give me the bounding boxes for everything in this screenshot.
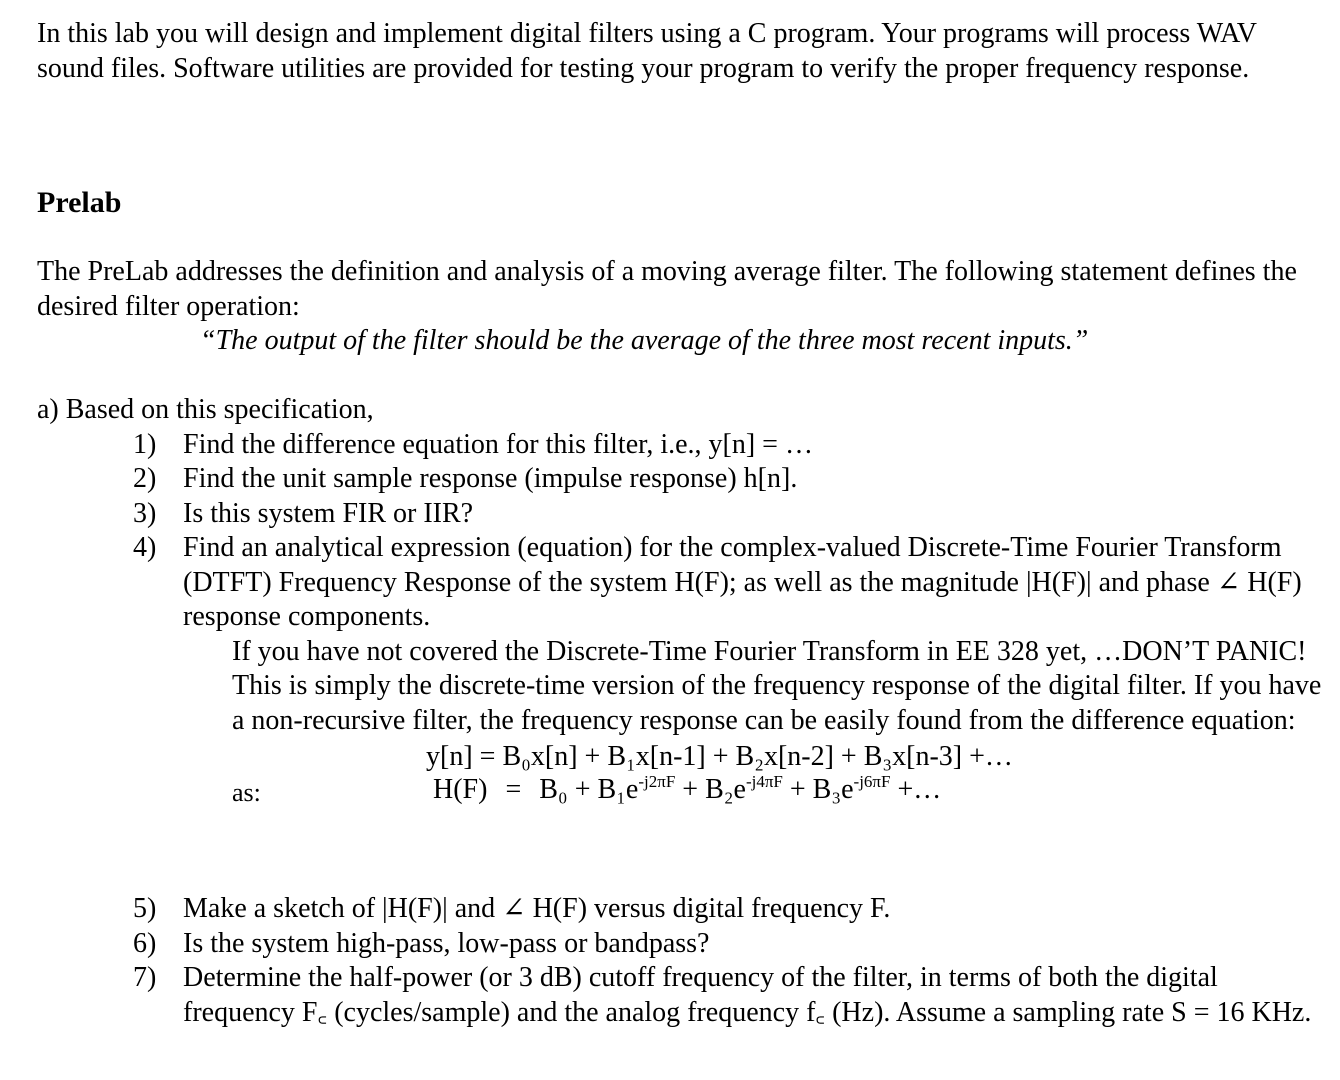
list-item: [37, 428, 1322, 463]
eq-term-3: B₃e: [812, 774, 854, 805]
item-text: Determine the half-power (or 3 dB) cutoff frequency of the filter, in terms of both the digital frequency F꜀ (cycles/sample) and the analog frequency f꜀ (Hz). Assume a sampling rate S = 16 KHz.: [183, 962, 1312, 1028]
item-text: Is the system high-pass, low-pass or bandpass?: [183, 927, 710, 959]
item-text: Is this system FIR or IIR?: [183, 497, 474, 529]
item-text: Make a sketch of |H(F)| and ∠ H(F) versus digital frequency F.: [183, 893, 891, 924]
eq-equals: =: [505, 774, 522, 805]
filter-spec-quote: “The output of the filter should be the average of the three most recent inputs.”: [200, 325, 1089, 356]
item-number: 1): [133, 428, 157, 460]
item-text: Find the unit sample response (impulse response) h[n].: [183, 463, 798, 494]
eq-lhs: H(F): [433, 774, 488, 805]
prelab-description: The PreLab addresses the definition and analysis of a moving average filter. The following statement defines the desired filter operation:: [37, 256, 1297, 322]
list-item: [37, 531, 1322, 635]
part-a-lead: a) Based on this specification,: [37, 394, 374, 425]
item-text: Find an analytical expression (equation) for the complex-valued Discrete-Time Fourier Transform (DTFT) Frequency Response of the system H(F); as well as the magnitude |H(F)| and phase ∠ H(F) response components.: [183, 532, 1302, 632]
frequency-response-equation: $H(F) = B_0 + B_1e^{-j2\pi F} + B_2e^{-j4\pi F} + B_3e^{-j6\pi F}$ +…: [433, 772, 942, 805]
item-number: 5): [133, 893, 157, 924]
equation-block: [37, 740, 1322, 810]
prelab-heading: Prelab: [37, 186, 122, 219]
eq-exp-1: -j2πF: [638, 772, 676, 791]
intro-paragraph: In this lab you will design and implement digital filters using a C program. Your programs will process WAV sound files. Software utilities are provided for testing your program to verify the proper frequency response.: [37, 18, 1257, 84]
list-item: [37, 961, 1322, 1030]
prelab-section: [37, 255, 1322, 359]
list-item: [37, 927, 1322, 962]
difference-equation: y[n] = B₀x[n] + B₁x[n-1] + B₂x[n-2] + B₃x[n-3] +…: [426, 741, 1013, 772]
dtft-note: If you have not covered the Discrete-Time Fourier Transform in EE 328 yet, …DON’T PANIC! This is simply the discrete-time version of the frequency response of the digital filter. If you have a non-recursive filter, the frequency response can be easily found from the difference equation:: [232, 635, 1322, 736]
eq-exp-2: -j4πF: [745, 772, 783, 791]
eq-term-0: B₀: [539, 774, 568, 805]
part-a-section: [37, 393, 1322, 810]
list-item: [37, 497, 1322, 532]
list-item: [37, 462, 1322, 497]
eq-term-2: B₂e: [705, 774, 746, 805]
item-number: 4): [133, 532, 157, 563]
list-item: [37, 892, 1322, 927]
item-number: 7): [133, 962, 157, 993]
eq-tail: +…: [897, 774, 942, 805]
item-text: Find the difference equation for this filter, i.e., y[n] = …: [183, 428, 813, 460]
as-label: as:: [232, 778, 261, 807]
eq-exp-3: -j6πF: [853, 772, 891, 791]
intro-section: [37, 17, 1322, 86]
eq-term-1: B₁e: [597, 774, 639, 805]
item-number: 2): [133, 463, 157, 494]
item-number: 3): [133, 497, 157, 529]
part-a-continued: [37, 892, 1322, 1030]
item-number: 6): [133, 927, 157, 959]
